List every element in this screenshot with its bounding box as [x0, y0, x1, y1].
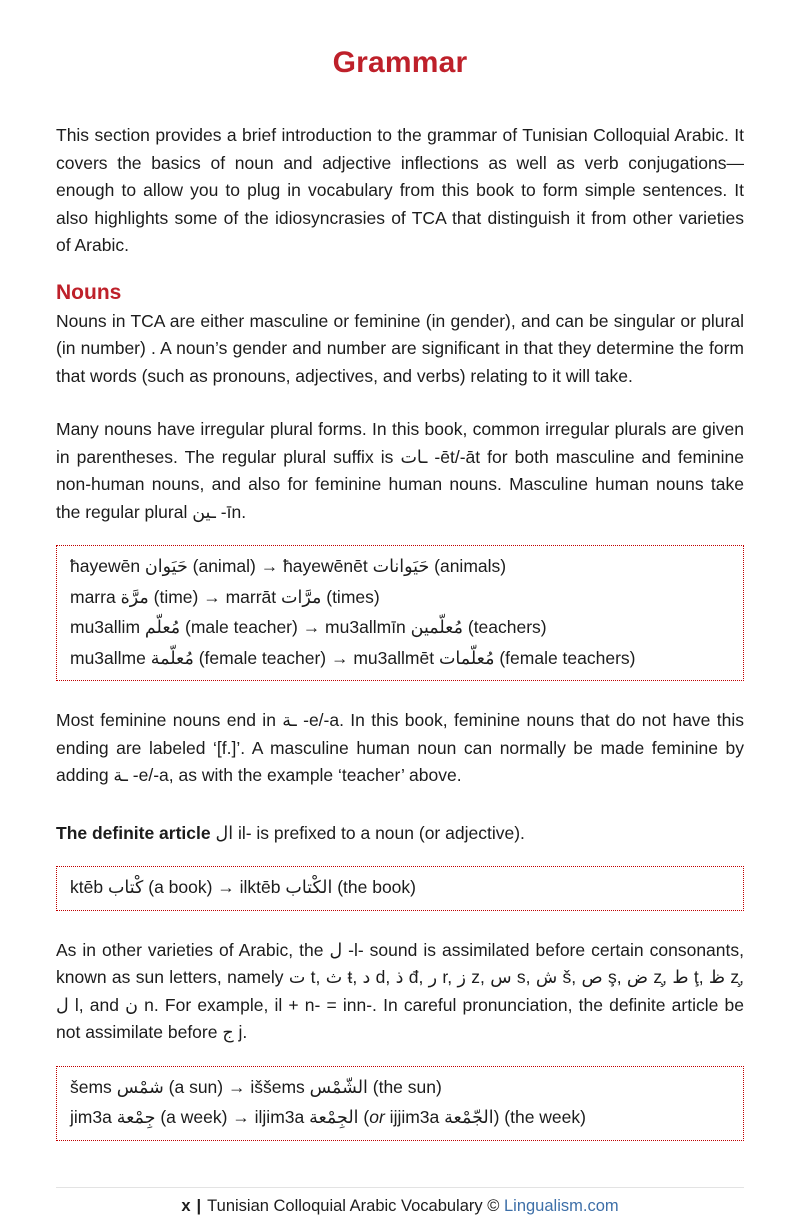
definite-article-lead: The definite article — [56, 822, 211, 843]
paragraph-sun-letters: As in other varieties of Arabic, the ل -l- sound is assimilated before certain consonants, known as sun letters, namely ت t, ث ŧ, د d, ذ đ, ر r, ز z, س s, ش š, ص ş, ض z̧, ط ţ, ظ z̧, ل l, and ن n. For example, il + n- = inn-. In careful pronunciation, the definite article be not assimilate before ج j. — [56, 939, 745, 1042]
sun-letter-examples-box — [56, 1066, 744, 1141]
intro-paragraph: This section provides a brief introduction to the grammar of Tunisian Colloquial Arabic. It covers the basics of noun and adjective inflections as well as verb conjugations—enough to allow you to plug in vocabulary from this book to form simple sentences. It also highlights some of the idiosyncrasies of TCA that distinguish it from other varieties of Arabic. — [56, 125, 744, 255]
example-line: marra مرَّة (time) → marrāt مرَّات (times) — [70, 586, 380, 607]
paragraph-definite-article — [56, 820, 744, 848]
footer-link[interactable]: Lingualism.com — [503, 1196, 619, 1215]
footer-book-title: Tunisian Colloquial Arabic Vocabulary © — [207, 1196, 500, 1215]
sun-example-week-pre: jim3a جِمْعة (a week) → iljim3a الجِمْعة ( — [70, 1107, 370, 1127]
definite-article-rest: ال il- is prefixed to a noun (or adjective). — [210, 822, 525, 843]
example-line: ktēb كْتاب (a book) → ilktēb الكْتاب (the book) — [70, 877, 416, 897]
footer-divider — [56, 1187, 744, 1188]
example-line: mu3allme مُعلّمة (female teacher) → mu3allmēt مُعلّمات (female teachers) — [70, 647, 636, 668]
paragraph-gender-number: Nouns in TCA are either masculine or feminine (in gender), and can be singular or plural (in number) . A noun’s gender and number are significant in that they determine the form that words (such as pronouns, adjectives, and verbs) relating to it will take. — [56, 310, 744, 386]
sun-example-week-post: ijjim3a الجّمْعة) (the week) — [384, 1107, 586, 1127]
or-italic: or — [369, 1107, 385, 1127]
example-line — [70, 1102, 730, 1133]
footer — [56, 1197, 744, 1216]
example-line: mu3allim مُعلّم (male teacher) → mu3allmīn مُعلّمين (teachers) — [70, 617, 547, 637]
plural-examples-box — [56, 545, 744, 681]
footer-page-number: x — [181, 1196, 191, 1215]
definite-article-example-box — [56, 866, 744, 911]
example-line: šems شمْس (a sun) → iššems الشّمْس (the sun) — [70, 1076, 442, 1097]
paragraph-plural-forms: Many nouns have irregular plural forms. In this book, common irregular plurals are given in parentheses. The regular plural suffix is ـات -ēt/-āt for both masculine and feminine non-human nouns, and also for feminine human nouns. Masculine human nouns take the regular plural ـين -īn. — [56, 419, 744, 522]
section-heading-nouns: Nouns — [56, 280, 122, 304]
footer-separator: | — [196, 1196, 202, 1215]
paragraph-feminine-endings: Most feminine nouns end in ـة -e/-a. In this book, feminine nouns that do not have this ending are labeled ‘[f.]’. A masculine human noun can normally be made feminine by adding ـة -e/-a, as with the example ‘teacher’ above. — [56, 710, 744, 785]
example-line: ħayewēn حَيَوان (animal) → ħayewēnēt حَيَوانات (animals) — [70, 556, 507, 576]
page-title: Grammar — [332, 46, 468, 79]
